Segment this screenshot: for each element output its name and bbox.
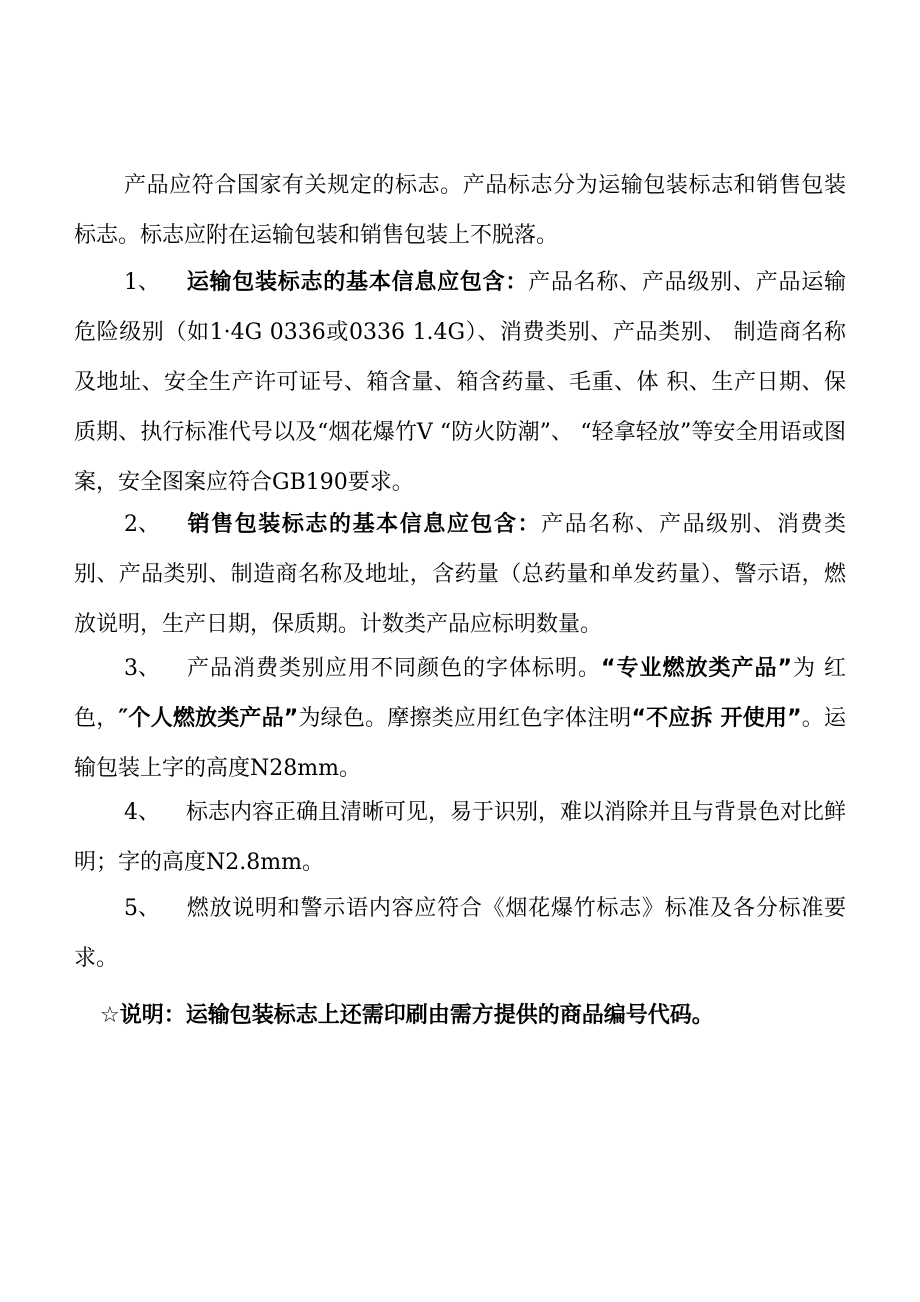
item-3-personal-label: ″个人燃放类产品” [118,706,299,731]
item-3-text-a: 产品消费类别应用不同颜色的字体标明。 [186,656,602,681]
item-3-paragraph [74,644,846,794]
note-paragraph [100,991,860,1041]
item-2-text: 产品名称、产品级别、消费类别、产品类别、制造商名称及地址，含药量（总药量和单发药量）、警示语，燃放说明，生产日期，保质期。计数类产品应标明数量。 [74,512,846,637]
item-3-text-b: 为 红色， [74,656,846,731]
item-3-text-d: 。运输包装上字的高度N28mm。 [74,706,846,781]
item-5-number: 5、 [124,896,160,921]
item-2-heading: 销售包装标志的基本信息应包含： [186,512,542,537]
item-1-paragraph [74,258,846,508]
item-1-number: 1、 [124,270,160,295]
item-2-paragraph [74,500,846,650]
intro-paragraph [74,161,846,261]
item-3-professional-label: “专业燃放类产品” [601,656,792,681]
item-3-warning-label: “不应拆 开使用” [631,706,802,731]
item-1-heading: 运输包装标志的基本信息应包含： [186,270,529,295]
item-4-number: 4、 [124,800,160,825]
item-4-text: 标志内容正确且清晰可见，易于识别，难以消除并且与背景色对比鲜明；字的高度N2.8mm。 [74,800,847,875]
item-4-paragraph [74,788,846,888]
item-3-text-c: 为绿色。摩擦类应用红色字体注明 [298,706,632,731]
item-1-text: 产品名称、产品级别、产品运输危险级别（如1·4G 0336或0336 1.4G）、消费类别、产品类别、 制造商名称及地址、安全生产许可证号、箱含量、箱含药量、毛重、体 积、生产日期、保质期、执行标准代号以及“烟花爆竹V “防火防潮”、 “轻拿轻放”等安全用语或图案，安全图案应符合GB190要求。 [74,270,846,495]
item-5-text: 燃放说明和警示语内容应符合《烟花爆竹标志》标准及各分标准要求。 [74,896,846,971]
item-2-number: 2、 [124,512,160,537]
note-text: ☆说明：运输包装标志上还需印刷由需方提供的商品编号代码。 [100,1003,714,1028]
item-3-number: 3、 [124,656,160,681]
intro-text: 产品应符合国家有关规定的标志。产品标志分为运输包装标志和销售包装标志。标志应附在运输包装和销售包装上不脱落。 [74,173,846,248]
item-5-paragraph [74,884,846,984]
